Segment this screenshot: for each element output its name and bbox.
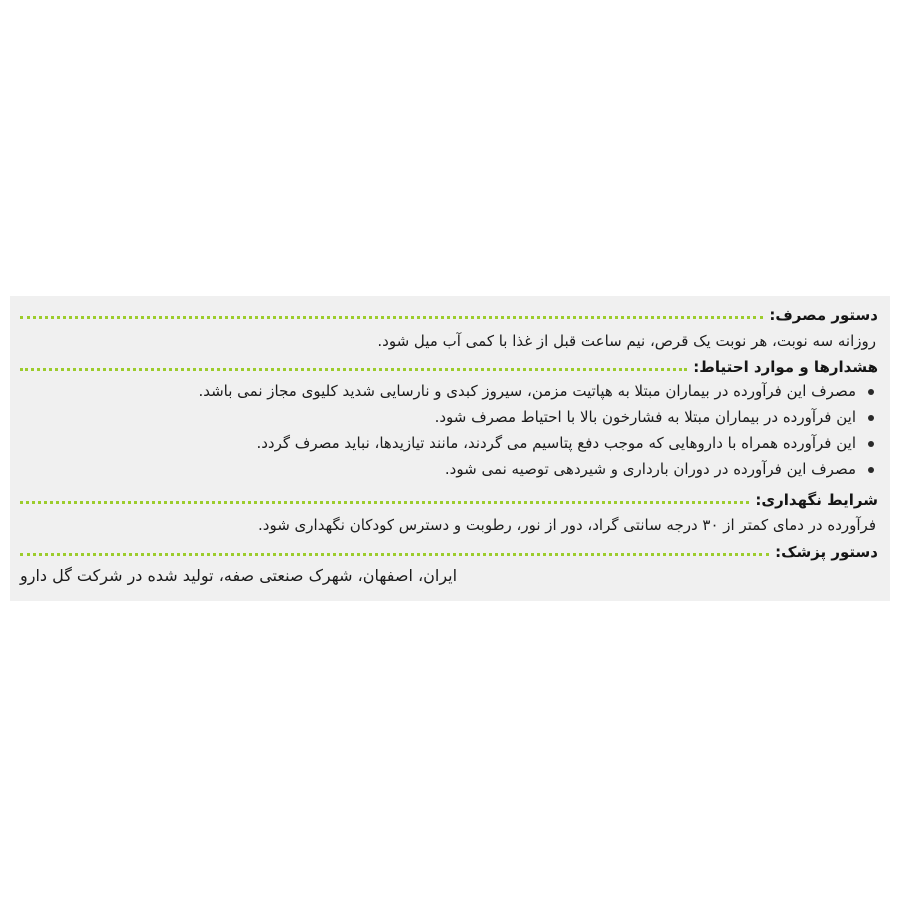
warnings-heading-row	[20, 356, 878, 378]
list-item	[20, 404, 876, 430]
bullet-icon	[868, 441, 874, 447]
prescription-dotted-rule	[20, 553, 769, 556]
usage-heading: دستور مصرف:	[769, 306, 878, 324]
warnings-heading: هشدارها و موارد احتیاط:	[693, 358, 878, 376]
bullet-icon	[868, 467, 874, 473]
warnings-dotted-rule	[20, 368, 687, 371]
list-item	[20, 430, 876, 456]
storage-heading-row	[20, 489, 878, 511]
warning-text: این فرآورده همراه با داروهایی که موجب دفع پتاسیم می گردند، مانند تیازیدها، نباید مصرف گردد.	[256, 434, 856, 452]
prescription-heading-row	[20, 541, 878, 563]
leaflet-panel	[10, 296, 890, 601]
usage-dotted-rule	[20, 316, 763, 319]
bullet-icon	[868, 415, 874, 421]
bullet-icon	[868, 389, 874, 395]
usage-heading-row	[20, 304, 878, 326]
manufacturer-address: ایران، اصفهان، شهرک صنعتی صفه، تولید شده در شرکت گل دارو	[20, 566, 458, 585]
warning-text: مصرف این فرآورده در دوران بارداری و شیردهی توصیه نمی شود.	[444, 460, 856, 478]
list-item	[20, 456, 876, 482]
storage-heading: شرایط نگهداری:	[755, 491, 878, 509]
storage-dotted-rule	[20, 501, 749, 504]
warning-text: این فرآورده در بیماران مبتلا به فشارخون بالا با احتیاط مصرف شود.	[434, 408, 856, 426]
warning-text: مصرف این فرآورده در بیماران مبتلا به هپاتیت مزمن، سیروز کبدی و نارسایی شدید کلیوی مجاز نمی باشد.	[198, 382, 856, 400]
storage-text: فرآورده در دمای کمتر از ۳۰ درجه سانتی گراد، دور از نور، رطوبت و دسترس کودکان نگهداری شود.	[258, 516, 876, 534]
prescription-heading: دستور پزشک:	[775, 543, 878, 561]
warnings-list	[20, 378, 876, 482]
usage-text: روزانه سه نوبت، هر نوبت یک قرص، نیم ساعت قبل از غذا با کمی آب میل شود.	[377, 332, 876, 350]
list-item	[20, 378, 876, 404]
